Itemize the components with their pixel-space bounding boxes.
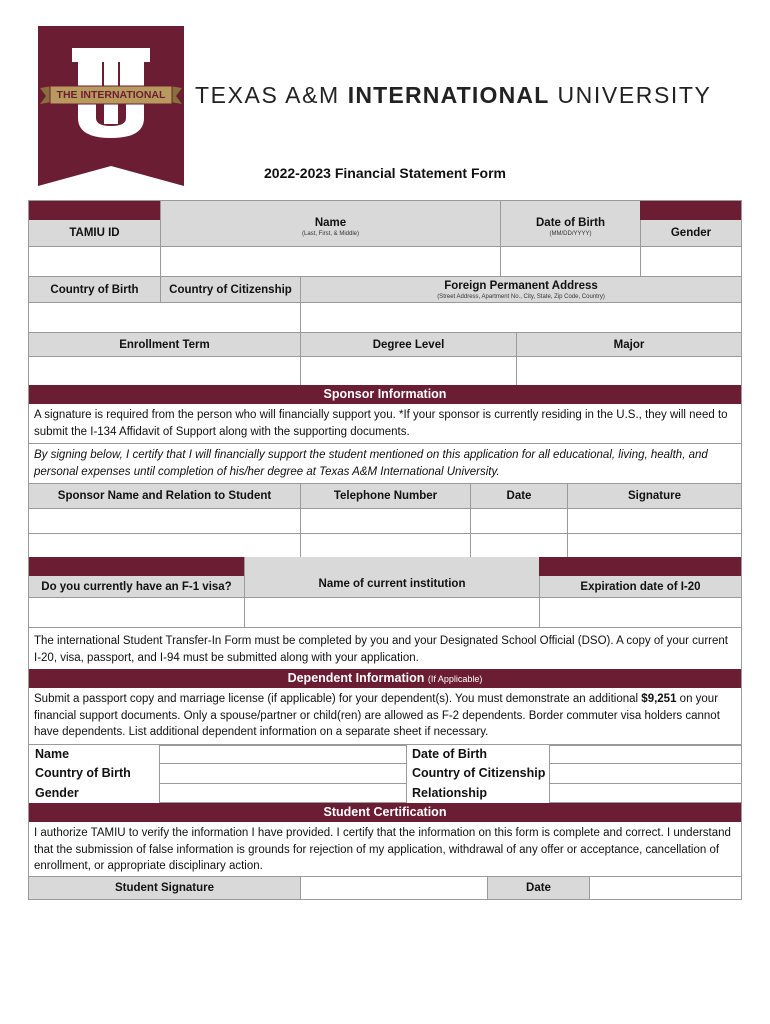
name-field[interactable] bbox=[160, 247, 500, 276]
certification-heading: Student Certification bbox=[29, 803, 741, 822]
f1-visa-question: Do you currently have an F-1 visa? bbox=[29, 576, 244, 597]
transfer-note: The international Student Transfer-In Form must be completed by you and your Designated School Official (DSO). A copy of your current I-20, visa, passport, and I-94 must be submitted along with your application. bbox=[29, 627, 741, 669]
sponsor-name-field-1[interactable] bbox=[29, 509, 300, 533]
dep-country-birth-field[interactable] bbox=[159, 764, 407, 784]
dep-gender-field[interactable] bbox=[159, 784, 407, 804]
sponsor-name-field-2[interactable] bbox=[29, 534, 300, 557]
dependent-note: Submit a passport copy and marriage license (if applicable) for your dependent(s). You must demonstrate an additional $9,251 on your financial support documents. Only a spouse/partner or child(ren) are allowed as F-2 dependents. Border commuter visa holders cannot have dependents. List additional dependent information on a separate sheet if necessary. bbox=[34, 693, 720, 738]
dep-gender-label: Gender bbox=[35, 785, 79, 800]
sponsor-phone-field-1[interactable] bbox=[300, 509, 470, 533]
dep-relationship-label: Relationship bbox=[412, 785, 488, 800]
enrollment-term-label: Enrollment Term bbox=[29, 333, 300, 356]
name-label: Name (Last, First, & Middle) bbox=[160, 201, 500, 246]
dob-label: Date of Birth (MM/DD/YYYY) bbox=[500, 201, 640, 246]
cert-date-label: Date bbox=[487, 877, 589, 899]
country-citizenship-label: Country of Citizenship bbox=[160, 277, 300, 302]
country-birth-label: Country of Birth bbox=[29, 277, 160, 302]
i20-expiration-label: Expiration date of I-20 bbox=[539, 576, 741, 597]
degree-level-label: Degree Level bbox=[300, 333, 516, 356]
sponsor-signature-field-1[interactable] bbox=[567, 509, 741, 533]
i20-expiration-field[interactable] bbox=[539, 598, 741, 627]
university-logo bbox=[38, 26, 184, 186]
tamiu-id-field[interactable] bbox=[29, 247, 160, 276]
major-field[interactable] bbox=[516, 357, 741, 385]
financial-statement-form bbox=[28, 200, 742, 900]
university-name: TEXAS A&M INTERNATIONAL UNIVERSITY bbox=[195, 82, 712, 108]
gender-label: Gender bbox=[640, 220, 741, 246]
sponsor-phone-field-2[interactable] bbox=[300, 534, 470, 557]
form-title: 2022-2023 Financial Statement Form bbox=[264, 165, 506, 181]
sponsor-date-field-1[interactable] bbox=[470, 509, 567, 533]
dep-relationship-field[interactable] bbox=[549, 784, 741, 804]
dep-country-citizenship-label: Country of Citizenship bbox=[412, 766, 546, 780]
certification-text: I authorize TAMIU to verify the information I have provided. I certify that the information on this form is complete and correct. I understand that the submission of false information is grounds for rejection of my application, withdrawal of any offer or acceptance, cancellation of enrollment, or appropriate disciplinary action. bbox=[34, 827, 731, 872]
tamiu-id-label: TAMIU ID bbox=[29, 220, 160, 246]
dependent-heading: Dependent Information (If Applicable) bbox=[29, 669, 741, 688]
sponsor-phone-label: Telephone Number bbox=[300, 484, 470, 508]
sponsor-signature-field-2[interactable] bbox=[567, 534, 741, 557]
dep-name-label: Name bbox=[35, 746, 70, 761]
sponsor-heading: Sponsor Information bbox=[29, 385, 741, 404]
dob-field[interactable] bbox=[500, 247, 640, 276]
sponsor-date-label: Date bbox=[470, 484, 567, 508]
student-signature-label: Student Signature bbox=[29, 877, 300, 899]
student-signature-field[interactable] bbox=[300, 877, 487, 899]
dep-dob-label: Date of Birth bbox=[412, 746, 487, 761]
dep-country-birth-label: Country of Birth bbox=[35, 766, 131, 780]
institution-field[interactable] bbox=[244, 598, 539, 627]
f1-visa-field[interactable] bbox=[29, 598, 244, 627]
major-label: Major bbox=[516, 333, 741, 356]
foreign-address-field[interactable] bbox=[300, 303, 741, 332]
sponsor-name-label: Sponsor Name and Relation to Student bbox=[29, 484, 300, 508]
sponsor-signature-label: Signature bbox=[567, 484, 741, 508]
dep-name-field[interactable] bbox=[159, 745, 407, 765]
sponsor-date-field-2[interactable] bbox=[470, 534, 567, 557]
institution-label: Name of current institution bbox=[244, 557, 539, 597]
dep-dob-field[interactable] bbox=[549, 745, 741, 765]
degree-level-field[interactable] bbox=[300, 357, 516, 385]
enrollment-term-field[interactable] bbox=[29, 357, 300, 385]
gender-field[interactable] bbox=[640, 247, 741, 276]
country-fields[interactable] bbox=[29, 303, 300, 332]
dep-country-citizenship-field[interactable] bbox=[549, 764, 741, 784]
sponsor-note: A signature is required from the person who will financially support you. *If your sponsor is currently residing in the U.S., they will need to submit the I-134 Affidavit of Support along with the supporting documents. bbox=[34, 409, 728, 438]
sponsor-certify: By signing below, I certify that I will financially support the student mentioned on this application for all educational, living, health, and personal expenses until completion of his/her degree at Texas A&M International University. bbox=[29, 443, 741, 483]
logo-ribbon-text: THE INTERNATIONAL bbox=[56, 89, 166, 101]
cert-date-field[interactable] bbox=[589, 877, 741, 899]
foreign-address-label: Foreign Permanent Address (Street Address, Apartment No., City, State, Zip Code, Country) bbox=[300, 277, 741, 302]
